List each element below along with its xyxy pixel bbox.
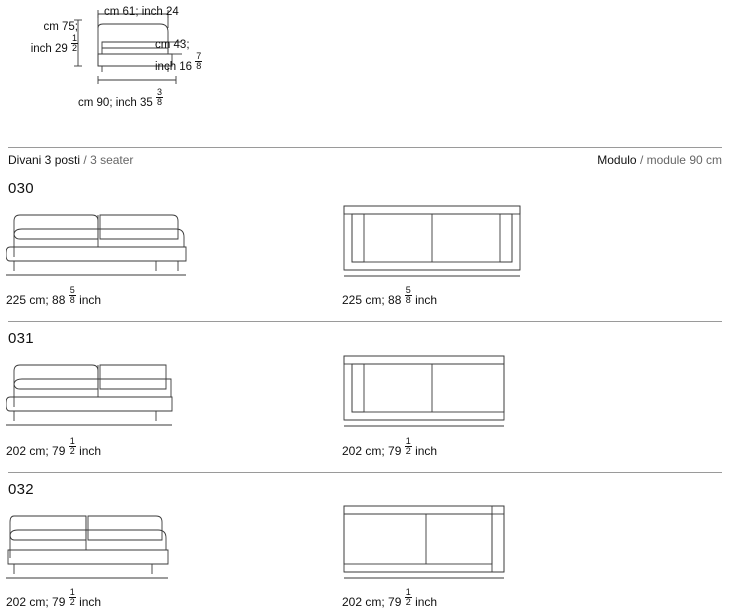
fraction-one-half: $\frac{1}{2}$ <box>405 587 411 607</box>
fraction-16-seven-eighths: $\frac{7}{8}$ <box>196 51 202 71</box>
label-overall-width: cm 61; inch 24 <box>104 6 179 18</box>
caption-030-left: 225 cm; 88 $\frac{5}{8}$ inch <box>6 285 102 308</box>
sofa-030-plan-drawing <box>342 200 532 280</box>
section-title: Divani 3 posti / 3 seater <box>8 153 134 167</box>
section-module-label: Modulo / module 90 cm <box>597 153 722 167</box>
label-seat-height: cm 43; inch 16 $\frac{7}{8}$ <box>155 39 202 74</box>
caption-032-left: 202 cm; 79 $\frac{1}{2}$ inch <box>6 587 102 610</box>
caption-032-right: 202 cm; 79 $\frac{1}{2}$ inch <box>342 587 438 610</box>
divider-section-top <box>8 147 722 148</box>
fraction-five-eighths: $\frac{5}{8}$ <box>69 285 75 305</box>
model-code-032: 032 <box>8 481 34 498</box>
model-code-031: 031 <box>8 330 34 347</box>
sofa-032-side-drawing <box>6 506 196 581</box>
fraction-one-half: $\frac{1}{2}$ <box>69 436 75 456</box>
model-code-030: 030 <box>8 180 34 197</box>
fraction-one-half: $\frac{1}{2}$ <box>69 587 75 607</box>
sofa-031-side-drawing <box>6 355 196 430</box>
sofa-031-plan-drawing <box>342 350 532 430</box>
sofa-032-plan-drawing <box>342 500 532 580</box>
fraction-five-eighths: $\frac{5}{8}$ <box>405 285 411 305</box>
caption-030-right: 225 cm; 88 $\frac{5}{8}$ inch <box>342 285 438 308</box>
sofa-030-side-drawing <box>6 205 196 280</box>
caption-031-right: 202 cm; 79 $\frac{1}{2}$ inch <box>342 436 438 459</box>
fraction-29-half: $\frac{1}{2}$ <box>71 33 77 53</box>
label-overall-height: cm 75; inch 29 $\frac{1}{2}$ <box>30 21 78 56</box>
top-detail-block <box>0 0 730 120</box>
caption-031-left: 202 cm; 79 $\frac{1}{2}$ inch <box>6 436 102 459</box>
divider-row-031 <box>8 321 722 322</box>
fraction-35-three-eighths: $\frac{3}{8}$ <box>157 87 163 107</box>
divider-row-032 <box>8 472 722 473</box>
fraction-one-half: $\frac{1}{2}$ <box>405 436 411 456</box>
label-depth: cm 90; inch 35 $\frac{3}{8}$ <box>78 87 163 110</box>
